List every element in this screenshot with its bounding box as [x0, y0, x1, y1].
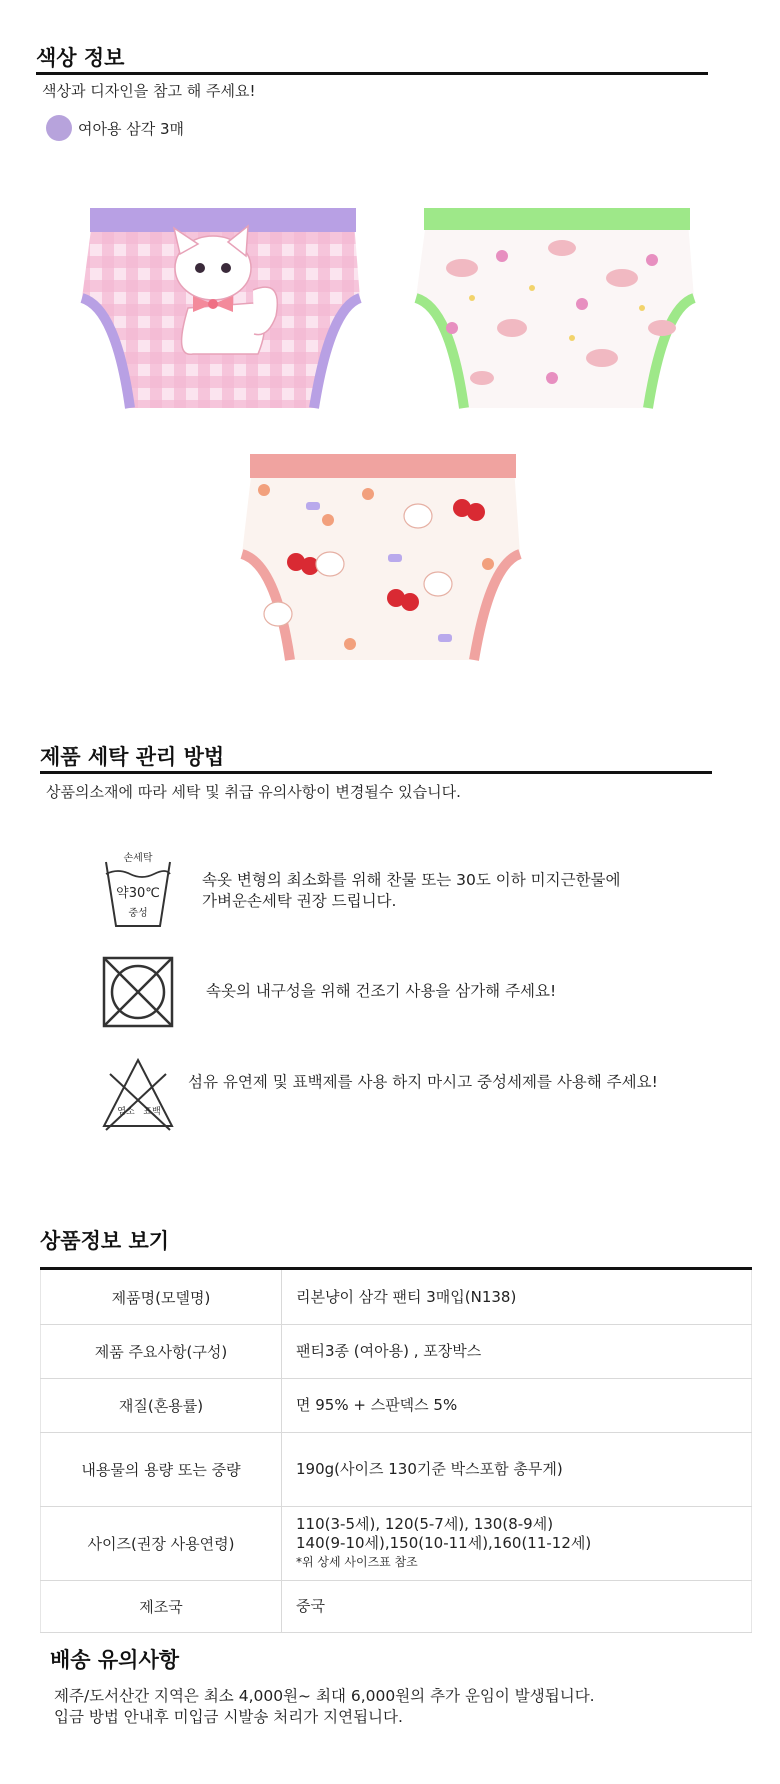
chlorine-label: 염소 [117, 1107, 135, 1117]
table-key: 내용물의 용량 또는 중량 [41, 1433, 282, 1507]
care-line: 속옷 변형의 최소화를 위해 찬물 또는 30도 이하 미지근한물에 [202, 871, 621, 889]
size-line: 140(9-10세),150(10-11세),160(11-12세) [296, 1534, 592, 1552]
table-row [41, 1433, 752, 1507]
hand-wash-label: 손세탁 [123, 853, 153, 864]
no-bleach-icon [100, 1056, 176, 1134]
table-row [41, 1269, 752, 1325]
product-info-table [40, 1267, 752, 1633]
no-tumble-dry-icon [100, 952, 176, 1030]
table-value: 리본냥이 삼각 팬티 3매입(N138) [282, 1269, 752, 1325]
table-key: 제품명(모델명) [41, 1269, 282, 1325]
product-image-gingham-cat [78, 208, 368, 412]
color-info-subtitle: 색상과 디자인을 참고 해 주세요! [42, 82, 256, 100]
table-row [41, 1507, 752, 1581]
color-info-title: 색상 정보 [36, 46, 125, 70]
table-value [282, 1507, 752, 1581]
table-key: 재질(혼용률) [41, 1379, 282, 1433]
care-line: 가벼운손세탁 권장 드립니다. [202, 892, 397, 910]
table-value: 중국 [282, 1581, 752, 1633]
table-row [41, 1581, 752, 1633]
table-row [41, 1325, 752, 1379]
care-item-no-bleach [100, 1056, 658, 1134]
product-info-title: 상품정보 보기 [40, 1229, 170, 1253]
neutral-label: 중성 [128, 908, 148, 919]
shipping-line: 제주/도서산간 지역은 최소 4,000원~ 최대 6,000원의 추가 운임이 발생됩니다. [54, 1687, 595, 1705]
bleach-label: 표백 [143, 1107, 161, 1117]
section-divider [40, 771, 712, 774]
hand-wash-icon [100, 852, 176, 930]
table-key: 사이즈(권장 사용연령) [41, 1507, 282, 1581]
temperature-label: 약30℃ [116, 886, 160, 901]
care-line: 섬유 유연제 및 표백제를 사용 하지 마시고 중성세제를 사용해 주세요! [188, 1072, 658, 1091]
care-text [206, 981, 556, 1002]
size-note: *위 상세 사이즈표 참조 [296, 1555, 418, 1569]
care-subtitle: 상품의소재에 따라 세탁 및 취급 유의사항이 변경될수 있습니다. [46, 783, 461, 801]
care-item-hand-wash [100, 852, 621, 930]
table-key: 제품 주요사항(구성) [41, 1325, 282, 1379]
table-row [41, 1379, 752, 1433]
table-value: 팬티3종 (여아용) , 포장박스 [282, 1325, 752, 1379]
care-line: 속옷의 내구성을 위해 건조기 사용을 삼가해 주세요! [206, 981, 557, 1000]
care-text [188, 1072, 658, 1093]
color-swatch [46, 115, 72, 141]
table-value: 면 95% + 스판덱스 5% [282, 1379, 752, 1433]
table-value: 190g(사이즈 130기준 박스포함 총무게) [282, 1433, 752, 1507]
section-divider [36, 72, 708, 75]
product-image-cherry-print [238, 454, 528, 664]
shipping-text [54, 1686, 595, 1728]
care-title: 제품 세탁 관리 방법 [40, 745, 225, 769]
size-line: 110(3-5세), 120(5-7세), 130(8-9세) [296, 1515, 554, 1533]
color-option [46, 115, 184, 141]
shipping-title: 배송 유의사항 [50, 1648, 180, 1672]
shipping-line: 입금 방법 안내후 미입금 시발송 처리가 지연됩니다. [54, 1708, 403, 1726]
color-option-label: 여아용 삼각 3매 [78, 119, 185, 138]
care-text [202, 870, 621, 912]
product-image-bunny-print [412, 208, 702, 412]
table-key: 제조국 [41, 1581, 282, 1633]
care-item-no-dryer [100, 952, 556, 1030]
